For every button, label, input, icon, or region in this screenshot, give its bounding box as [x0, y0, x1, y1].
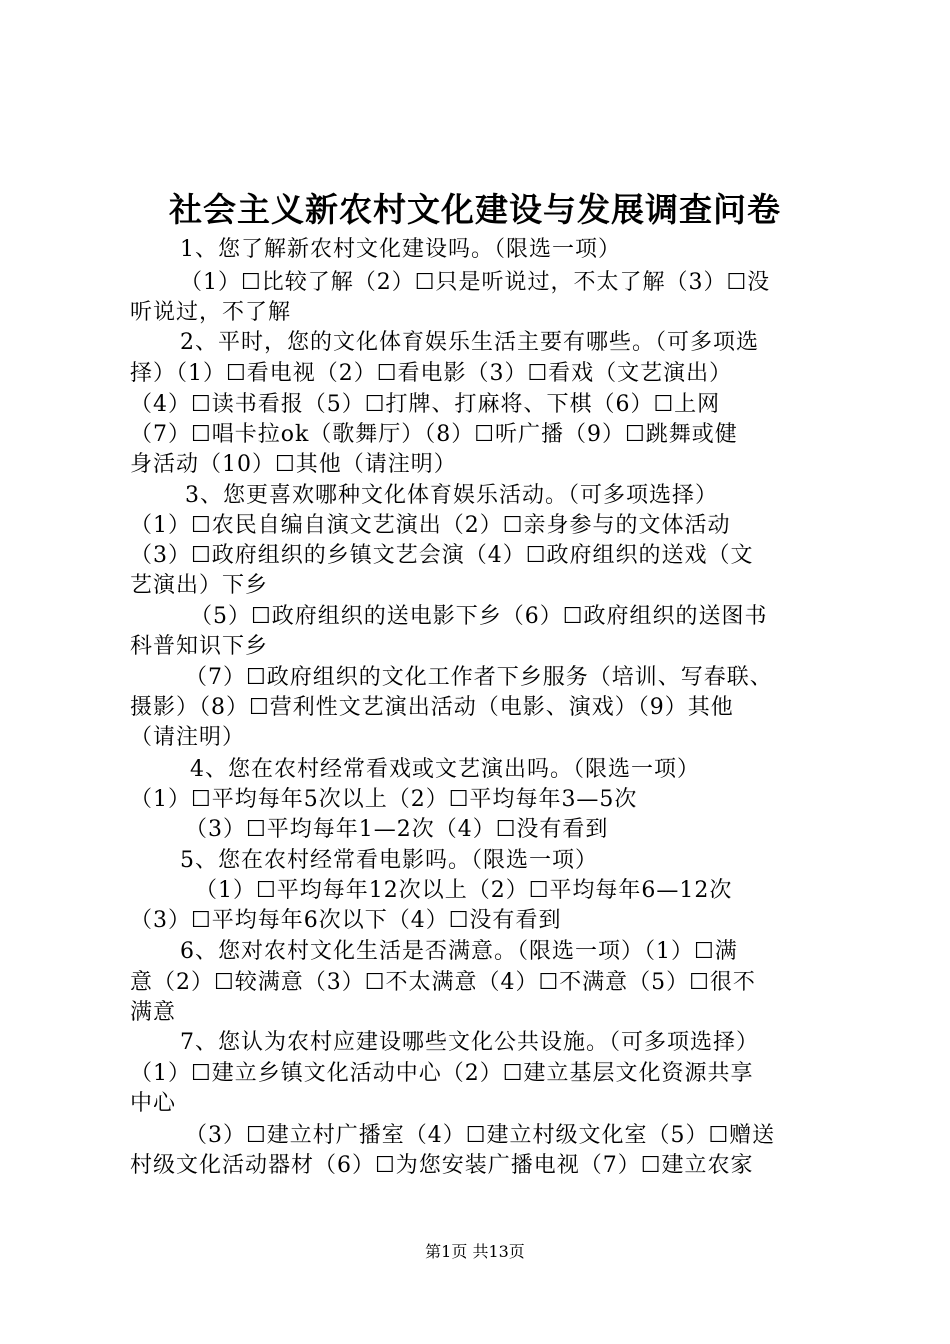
question-4: 4、您在农村经常看戏或文艺演出吗。（限选一项） [190, 757, 700, 782]
question-3-options-line-5: 科普知识下乡 [130, 634, 269, 659]
question-7: 7、您认为农村应建设哪些文化公共设施。（可多项选择） [180, 1030, 759, 1055]
question-7-options-line-3: （3）☐建立村广播室（4）☐建立村级文化室（5）☐赠送 [185, 1123, 776, 1148]
page-footer: 第1页 共13页 [425, 1242, 525, 1261]
question-1: 1、您了解新农村文化建设吗。（限选一项） [180, 237, 621, 262]
question-4-options-line-2: （3）☐平均每年1—2次（4）☐没有看到 [185, 817, 609, 842]
question-3-options-line-1: （1）☐农民自编自演文艺演出（2）☐亲身参与的文体活动 [130, 513, 731, 538]
question-4-options-line-1: （1）☐平均每年5次以上（2）☐平均每年3—5次 [130, 787, 638, 812]
question-3-options-line-7: 摄影）（8）☐营利性文艺演出活动（电影、演戏）（9）其他 [130, 695, 734, 720]
question-2: 2、平时，您的文化体育娱乐生活主要有哪些。（可多项选 [180, 330, 759, 355]
question-6-options-line-2: 满意 [130, 1000, 177, 1025]
question-3-options-line-6: （7）☐政府组织的文化工作者下乡服务（培训、写春联、 [185, 665, 773, 690]
question-3-options-line-8: （请注明） [130, 725, 246, 750]
question-7-options-line-4: 村级文化活动器材（6）☐为您安装广播电视（7）☐建立农家 [130, 1153, 754, 1178]
question-3-options-line-4: （5）☐政府组织的送电影下乡（6）☐政府组织的送图书 [190, 604, 768, 629]
question-2-options-line-1: 择）（1）☐看电视（2）☐看电影（3）☐看戏（文艺演出） [130, 361, 733, 386]
question-5: 5、您在农村经常看电影吗。（限选一项） [180, 848, 598, 873]
question-7-options-line-1: （1）☐建立乡镇文化活动中心（2）☐建立基层文化资源共享 [130, 1061, 754, 1086]
question-2-options-line-4: 身活动（10）☐其他（请注明） [130, 452, 457, 477]
question-3-options-line-3: 艺演出）下乡 [130, 573, 269, 598]
question-3-options-line-2: （3）☐政府组织的乡镇文艺会演（4）☐政府组织的送戏（文 [130, 543, 754, 568]
question-1-options-cont: 听说过，不了解 [130, 300, 292, 325]
question-1-options: （1）☐比较了解（2）☐只是听说过，不太了解（3）☐没 [180, 270, 771, 295]
question-7-options-line-2: 中心 [130, 1091, 177, 1116]
question-2-options-line-3: （7）☐唱卡拉ok（歌舞厅）（8）☐听广播（9）☐跳舞或健 [130, 422, 738, 447]
question-6: 6、您对农村文化生活是否满意。（限选一项）（1）☐满 [180, 939, 738, 964]
question-6-options-line-1: 意（2）☐较满意（3）☐不太满意（4）☐不满意（5）☐很不 [130, 970, 756, 995]
question-5-options-line-2: （3）☐平均每年6次以下（4）☐没有看到 [130, 908, 562, 933]
question-5-options-line-1: （1）☐平均每年12次以上（2）☐平均每年6—12次 [195, 878, 733, 903]
question-3: 3、您更喜欢哪种文化体育娱乐活动。（可多项选择） [185, 483, 718, 508]
question-2-options-line-2: （4）☐读书看报（5）☐打牌、打麻将、下棋（6）☐上网 [130, 392, 721, 417]
page-title: 社会主义新农村文化建设与发展调查问卷 [169, 190, 781, 229]
